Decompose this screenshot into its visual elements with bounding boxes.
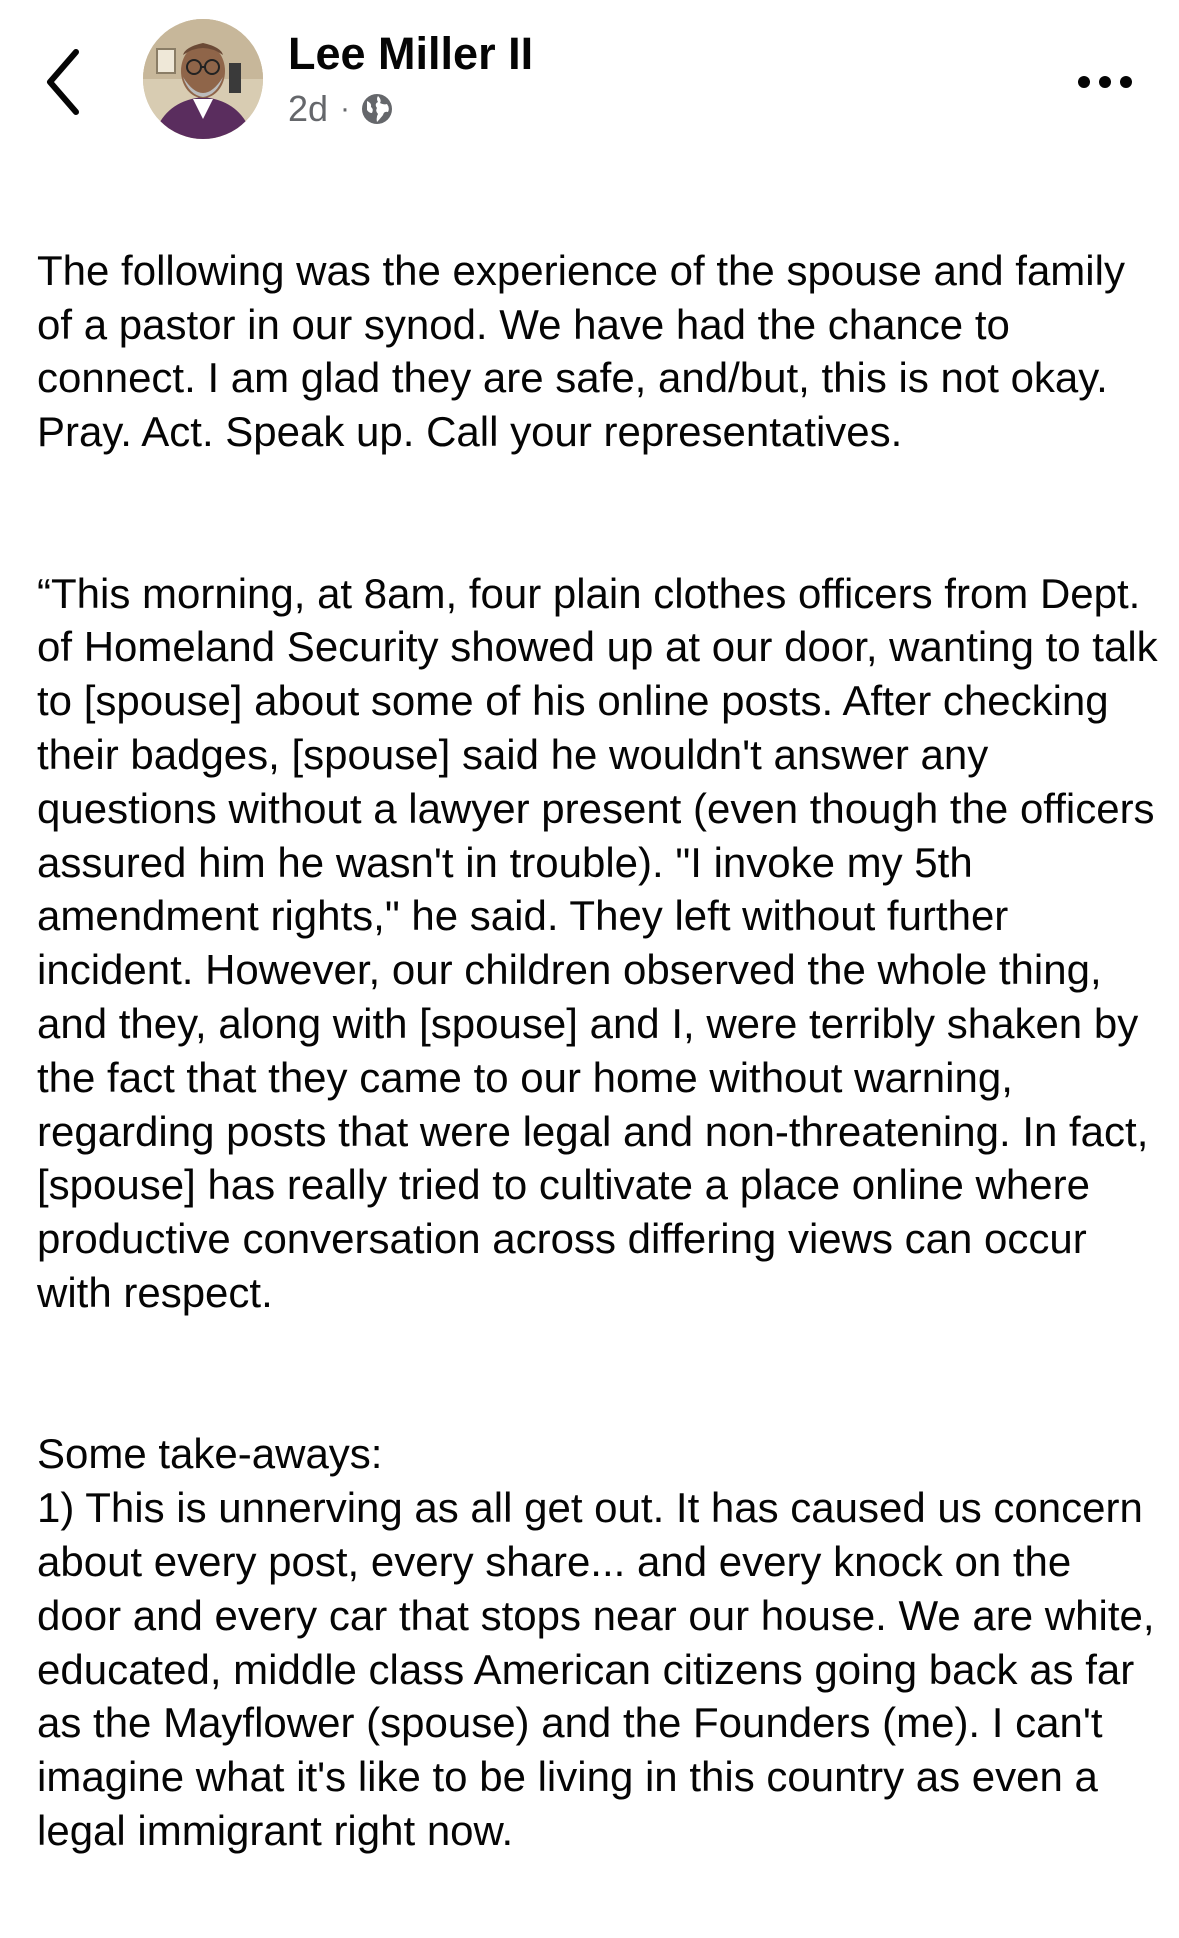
post-paragraph-intro: The following was the experience of the spouse and family of a pastor in our synod. We have had the chance to connect. I am glad they are safe, and/but, this is not okay. Pray. Act. Speak up. Call your representatives. [37,246,1125,456]
meta-separator: · [340,92,351,125]
avatar[interactable] [143,19,263,139]
post-text [37,190,1162,1912]
post-paragraph-quote: “This morning, at 8am, four plain clothes officers from Dept. of Homeland Security showed up at our door, wanting to talk to [spouse] about some of his online posts. After checking their badges, [spouse] said he wouldn't answer any questions without a lawyer present (even though the officers assured him he wasn't in trouble). "I invoke my 5th amendment rights," he said. They left without further incident. However, our children observed the whole thing, and they, along with [spouse] and I, were terribly shaken by the fact that they came to our home without warning, regarding posts that were legal and non-threatening. In fact, [spouse] has really tried to cultivate a place online where productive conversation across differing views can occur with respect. [37,569,1158,1316]
post-paragraph-takeaways: Some take-aways: 1) This is unnerving as all get out. It has caused us concern about every post, every share... and every knock on the door and every car that stops near our house. We are white, educated, middle class American citizens going back as far as the Mayflower (spouse) and the Founders (me). I can't imagine what it's like to be living in this country as even a legal immigrant right now. [37,1430,1155,1854]
back-button[interactable] [44,46,94,118]
more-horizontal-icon [1070,62,1140,102]
post-meta [288,88,394,130]
more-options-button[interactable] [1070,62,1140,102]
globe-icon [360,92,394,126]
author-name[interactable]: Lee Miller II [288,28,534,79]
post-timestamp[interactable]: 2d [288,88,329,129]
post-header [0,0,1179,150]
chevron-left-icon [44,46,94,118]
